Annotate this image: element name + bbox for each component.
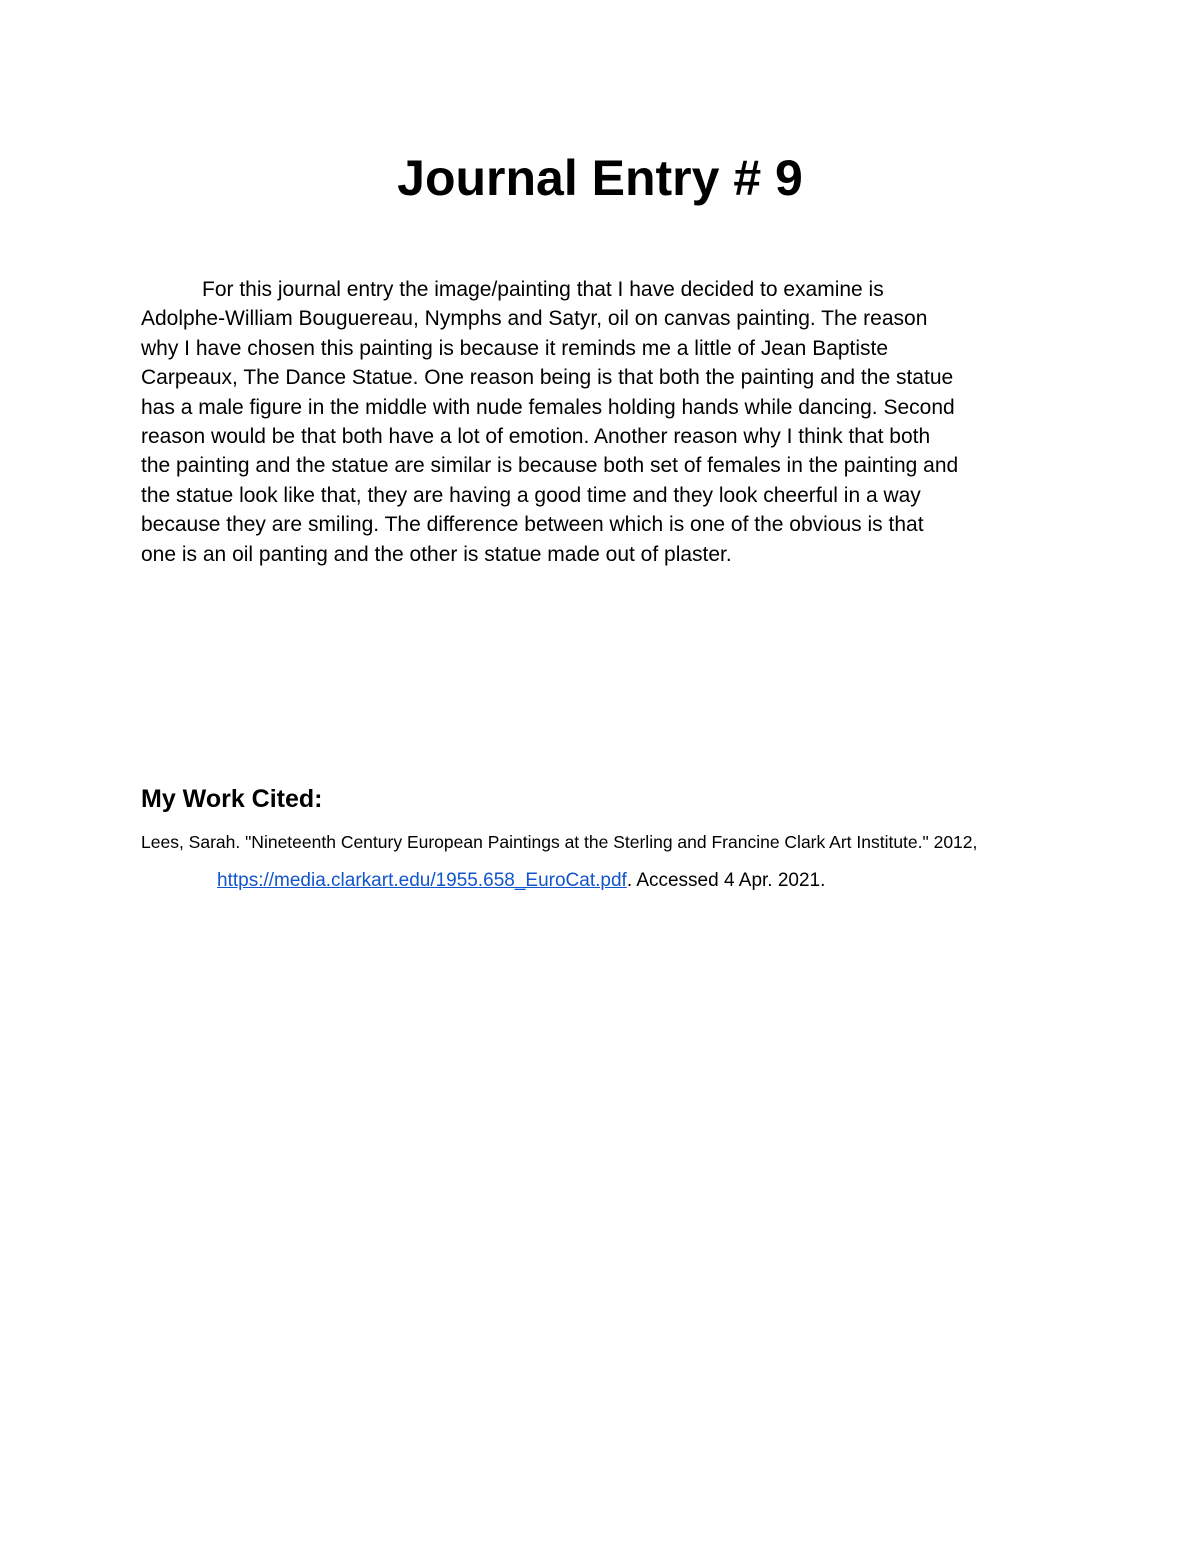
citation-accessed: . Accessed 4 Apr. 2021.: [626, 870, 826, 891]
page-title: Journal Entry # 9: [397, 150, 803, 206]
paragraph-line: has a male figure in the middle with nude females holding hands while dancing. Second: [141, 395, 955, 419]
citation-link-line: [217, 868, 825, 894]
paragraph-line: reason would be that both have a lot of emotion. Another reason why I think that both: [141, 425, 931, 449]
citation-text: Lees, Sarah. "Nineteenth Century European Paintings at the Sterling and Francine Clark Art Institute." 2012,: [141, 832, 978, 852]
works-cited-heading: My Work Cited:: [141, 785, 323, 813]
citation-link[interactable]: https://media.clarkart.edu/1955.658_EuroCat.pdf: [217, 870, 627, 891]
paragraph-line: why I have chosen this painting is because it reminds me a little of Jean Baptiste: [141, 336, 889, 360]
paragraph-line: For this journal entry the image/painting that I have decided to examine is: [202, 278, 884, 301]
paragraph-line: one is an oil panting and the other is statue made out of plaster.: [141, 542, 732, 566]
paragraph-line: Adolphe-William Bouguereau, Nymphs and Satyr, oil on canvas painting. The reason: [141, 307, 928, 331]
paragraph-line: Carpeaux, The Dance Statue. One reason being is that both the painting and the statue: [141, 366, 954, 390]
paragraph-line: the painting and the statue are similar is because both set of females in the painting and: [141, 454, 959, 478]
paragraph-line: the statue look like that, they are having a good time and they look cheerful in a way: [141, 483, 921, 507]
paragraph-line: because they are smiling. The difference between which is one of the obvious is that: [141, 513, 924, 537]
journal-paragraph: [141, 275, 1066, 569]
